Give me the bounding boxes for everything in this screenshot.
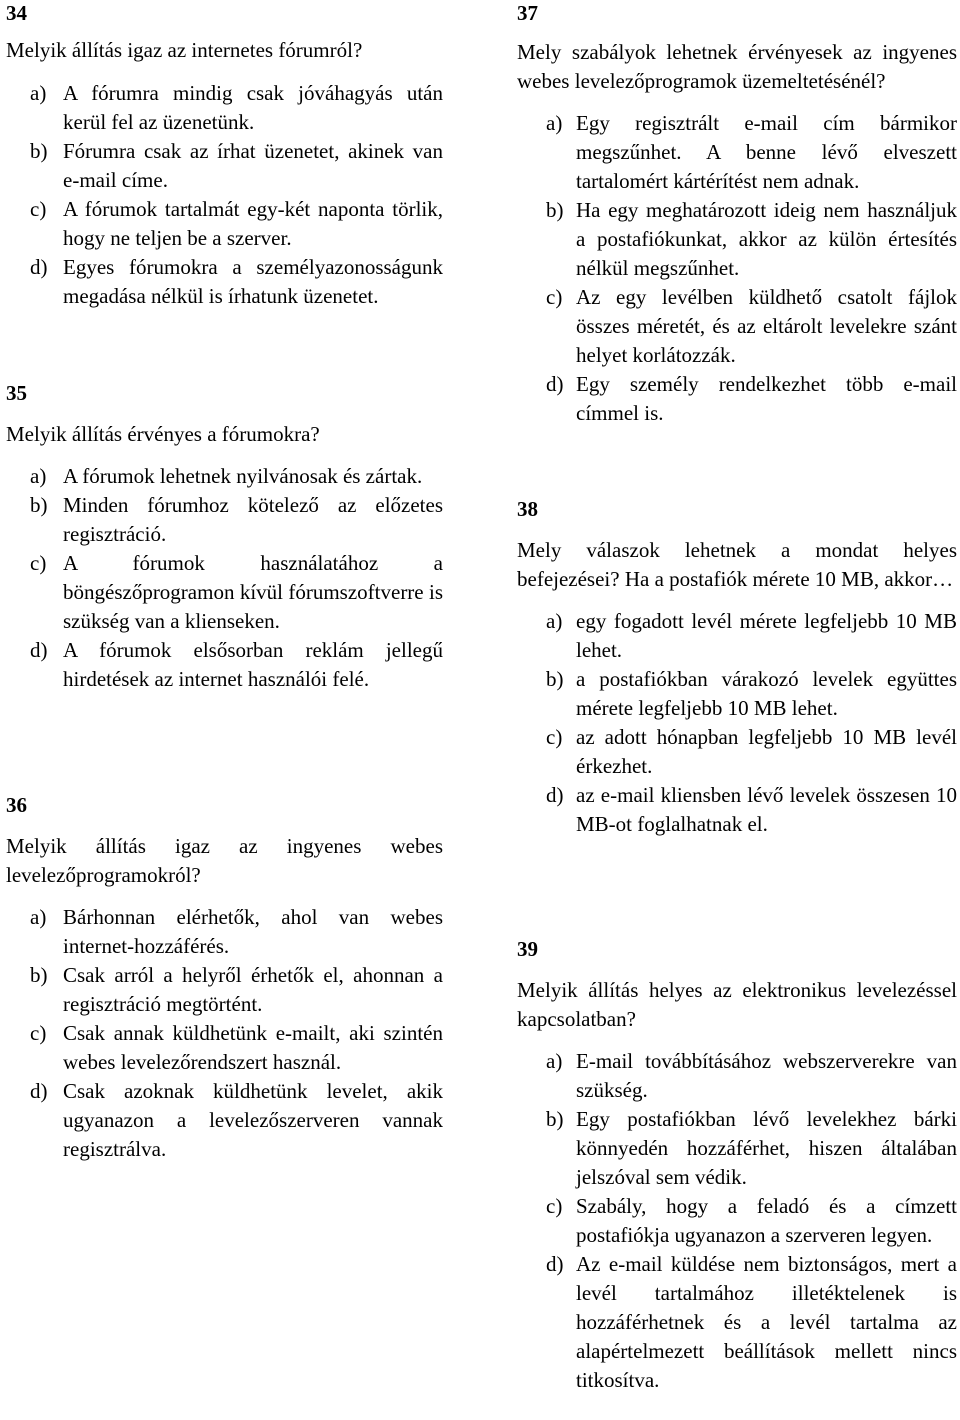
option-letter: c) bbox=[546, 285, 563, 309]
option-text: Egy regisztrált e-mail cím bármikor megszűnhet. A benne lévő elveszett tartalomért kártérítést nem adnak. bbox=[576, 111, 957, 193]
option-text: E-mail továbbításához webszerverekre van szükség. bbox=[576, 1049, 957, 1102]
question-number: 36 bbox=[6, 793, 27, 817]
option-text: Minden fórumhoz kötelező az előzetes regisztráció. bbox=[63, 493, 443, 546]
option-text: Csak azoknak küldhetünk levelet, akik ugyanazon a levelezőszerveren vannak regisztrálva. bbox=[63, 1079, 443, 1161]
option-b[interactable] bbox=[517, 665, 957, 723]
question-36 bbox=[6, 792, 443, 1164]
option-letter: a) bbox=[30, 464, 47, 488]
options-list bbox=[517, 1047, 957, 1395]
option-text: A fórumok használatához a böngészőprogramon kívül fórumszoftverre is szükség van a klienseken. bbox=[63, 551, 443, 633]
option-text: A fórumok lehetnek nyilvánosak és zártak. bbox=[63, 464, 423, 488]
option-b[interactable] bbox=[6, 491, 443, 549]
option-a[interactable] bbox=[517, 1047, 957, 1105]
option-text: Az e-mail küldése nem biztonságos, mert a levél tartalmához illetéktelenek is hozzáférhetnek és a levél tartalma az alapértelmezett beállítások mellett nincs titkosítva. bbox=[576, 1252, 957, 1392]
option-text: Egy személy rendelkezhet több e-mail címmel is. bbox=[576, 372, 957, 425]
option-letter: b) bbox=[30, 139, 48, 163]
question-35 bbox=[6, 380, 443, 694]
question-text: Melyik állítás igaz az internetes fórumról? bbox=[6, 38, 363, 62]
option-c[interactable] bbox=[517, 283, 957, 370]
option-c[interactable] bbox=[517, 723, 957, 781]
options-list bbox=[6, 79, 443, 311]
option-text: Csak arról a helyről érhetők el, ahonnan a regisztráció megtörtént. bbox=[63, 963, 443, 1016]
question-38 bbox=[517, 496, 957, 839]
option-b[interactable] bbox=[517, 196, 957, 283]
option-letter: c) bbox=[30, 551, 47, 575]
option-letter: a) bbox=[30, 81, 47, 105]
question-39 bbox=[517, 936, 957, 1395]
option-letter: b) bbox=[546, 1107, 564, 1131]
question-number: 34 bbox=[6, 1, 27, 25]
option-letter: a) bbox=[546, 609, 563, 633]
option-letter: a) bbox=[546, 111, 563, 135]
option-text: az adott hónapban legfeljebb 10 MB levél érkezhet. bbox=[576, 725, 957, 778]
option-text: Csak annak küldhetünk e-mailt, aki szintén webes levelezőrendszert használ. bbox=[63, 1021, 443, 1074]
option-text: Az egy levélben küldhető csatolt fájlok összes méretét, és az eltárolt levelekre szánt helyet korlátozzák. bbox=[576, 285, 957, 367]
option-text: Ha egy meghatározott ideig nem használjuk a postafiókunkat, akkor az külön értesítés nélkül megszűnhet. bbox=[576, 198, 957, 280]
question-37 bbox=[517, 0, 957, 428]
option-text: Bárhonnan elérhetők, ahol van webes internet-hozzáférés. bbox=[63, 905, 443, 958]
option-b[interactable] bbox=[6, 961, 443, 1019]
options-list bbox=[517, 607, 957, 839]
option-text: A fórumok elsősorban reklám jellegű hirdetések az internet használói felé. bbox=[63, 638, 443, 691]
option-d[interactable] bbox=[517, 781, 957, 839]
option-letter: c) bbox=[546, 1194, 563, 1218]
option-letter: a) bbox=[546, 1049, 563, 1073]
option-c[interactable] bbox=[6, 549, 443, 636]
option-letter: c) bbox=[30, 1021, 47, 1045]
option-d[interactable] bbox=[6, 253, 443, 311]
question-number: 39 bbox=[517, 937, 538, 961]
option-c[interactable] bbox=[6, 1019, 443, 1077]
option-letter: b) bbox=[30, 963, 48, 987]
option-letter: d) bbox=[30, 1079, 48, 1103]
option-c[interactable] bbox=[6, 195, 443, 253]
question-text: Melyik állítás helyes az elektronikus levelezéssel kapcsolatban? bbox=[517, 978, 957, 1031]
options-list bbox=[6, 903, 443, 1164]
option-a[interactable] bbox=[6, 462, 443, 491]
option-text: A fórumok tartalmát egy-két naponta törlik, hogy ne teljen be a szerver. bbox=[63, 197, 443, 250]
option-text: az e-mail kliensben lévő levelek összesen 10 MB-ot foglalhatnak el. bbox=[576, 783, 957, 836]
option-letter: b) bbox=[546, 667, 564, 691]
question-text: Mely válaszok lehetnek a mondat helyes befejezései? Ha a postafiók mérete 10 MB, akkor… bbox=[517, 538, 957, 591]
option-letter: d) bbox=[30, 638, 48, 662]
question-number: 38 bbox=[517, 497, 538, 521]
option-d[interactable] bbox=[517, 1250, 957, 1395]
option-a[interactable] bbox=[6, 79, 443, 137]
question-text: Melyik állítás igaz az ingyenes webes levelezőprogramokról? bbox=[6, 834, 443, 887]
option-letter: d) bbox=[546, 1252, 564, 1276]
option-text: egy fogadott levél mérete legfeljebb 10 MB lehet. bbox=[576, 609, 957, 662]
option-a[interactable] bbox=[517, 607, 957, 665]
option-b[interactable] bbox=[517, 1105, 957, 1192]
option-d[interactable] bbox=[6, 1077, 443, 1164]
option-letter: d) bbox=[546, 783, 564, 807]
option-text: Szabály, hogy a feladó és a címzett postafiókja ugyanazon a szerveren legyen. bbox=[576, 1194, 957, 1247]
option-letter: c) bbox=[546, 725, 563, 749]
question-34 bbox=[6, 0, 443, 311]
question-text: Mely szabályok lehetnek érvényesek az ingyenes webes levelezőprogramok üzemeltetésénél? bbox=[517, 40, 957, 93]
option-text: Fórumra csak az írhat üzenetet, akinek van e-mail címe. bbox=[63, 139, 443, 192]
option-d[interactable] bbox=[517, 370, 957, 428]
option-letter: d) bbox=[546, 372, 564, 396]
option-a[interactable] bbox=[6, 903, 443, 961]
option-b[interactable] bbox=[6, 137, 443, 195]
option-c[interactable] bbox=[517, 1192, 957, 1250]
option-text: Egyes fórumokra a személyazonosságunk megadása nélkül is írhatunk üzenetet. bbox=[63, 255, 443, 308]
option-letter: b) bbox=[546, 198, 564, 222]
option-a[interactable] bbox=[517, 109, 957, 196]
options-list bbox=[517, 109, 957, 428]
option-text: Egy postafiókban lévő levelekhez bárki könnyedén hozzáférhet, hiszen általában jelszóval sem védik. bbox=[576, 1107, 957, 1189]
option-letter: a) bbox=[30, 905, 47, 929]
question-number: 37 bbox=[517, 1, 538, 25]
option-letter: d) bbox=[30, 255, 48, 279]
option-d[interactable] bbox=[6, 636, 443, 694]
option-text: A fórumra mindig csak jóváhagyás után kerül fel az üzenetünk. bbox=[63, 81, 443, 134]
option-text: a postafiókban várakozó levelek együttes mérete legfeljebb 10 MB lehet. bbox=[576, 667, 957, 720]
option-letter: c) bbox=[30, 197, 47, 221]
question-number: 35 bbox=[6, 381, 27, 405]
question-text: Melyik állítás érvényes a fórumokra? bbox=[6, 422, 320, 446]
option-letter: b) bbox=[30, 493, 48, 517]
options-list bbox=[6, 462, 443, 694]
